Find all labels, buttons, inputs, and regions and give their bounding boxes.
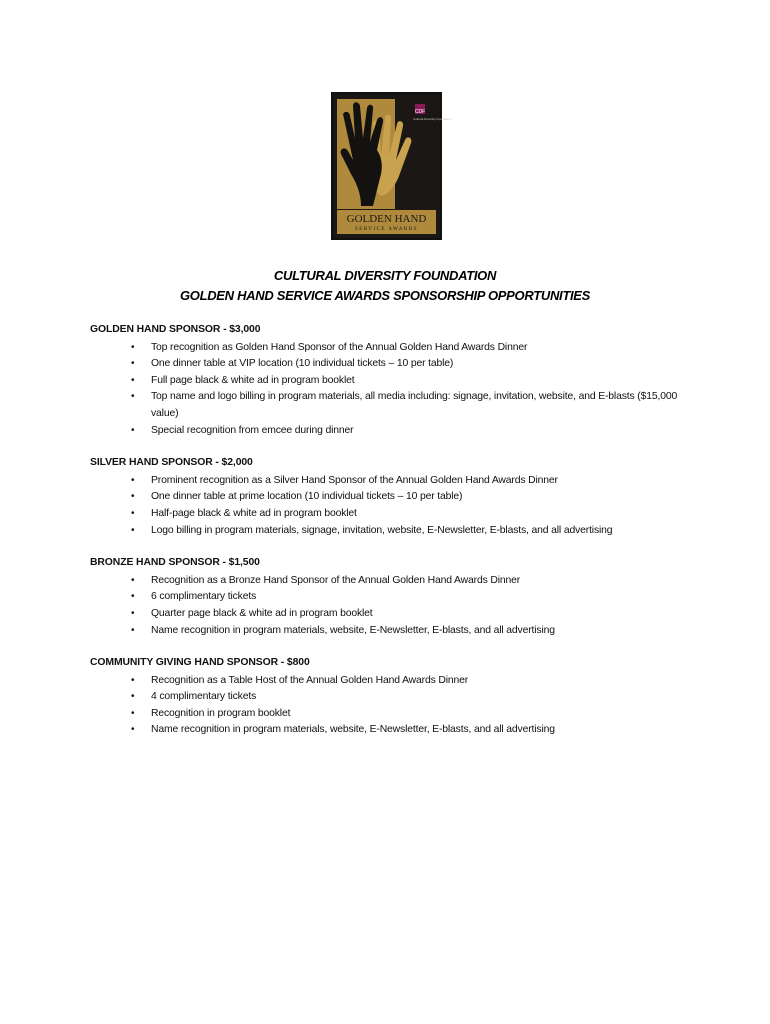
list-item-text: 4 complimentary tickets [151, 691, 257, 703]
title-sponsorship: GOLDEN HAND SERVICE AWARDS SPONSORSHIP OPPORTUNITIES [179, 288, 591, 303]
list-item-text: Quarter page black & white ad in program booklet [151, 607, 373, 619]
list-item [90, 389, 690, 422]
list-item [90, 673, 690, 690]
list-item-text: Half-page black & white ad in program booklet [151, 507, 357, 519]
list-item-text: Prominent recognition as a Silver Hand Sponsor of the Annual Golden Hand Awards Dinner [151, 474, 558, 486]
list-item-text: Recognition in program booklet [151, 707, 291, 719]
bullet-icon: • [131, 524, 135, 536]
bullet-icon: • [131, 474, 135, 486]
list-item [90, 589, 690, 606]
section-community-giving-hand-sponsor [90, 655, 690, 739]
bullet-icon: • [131, 391, 135, 403]
list-item [90, 473, 690, 490]
list-item-text: Full page black & white ad in program booklet [151, 374, 355, 386]
bullet-icon: • [131, 374, 135, 386]
bullet-icon: • [131, 507, 135, 519]
section-silver-hand-sponsor [90, 455, 690, 539]
list-item [90, 423, 690, 440]
title-organization: CULTURAL DIVERSITY FOUNDATION [273, 268, 497, 283]
list-item [90, 489, 690, 506]
list-item-text: One dinner table at prime location (10 individual tickets – 10 per table) [151, 491, 463, 503]
list-item [90, 689, 690, 706]
bullet-icon: • [131, 341, 135, 353]
list-item [90, 356, 690, 373]
list-item-text: Special recognition from emcee during dinner [151, 424, 354, 436]
list-item-text: Top name and logo billing in program materials, all media including: signage, invitation, website, and E-blasts ($15,000 value) [151, 391, 678, 419]
section-heading: COMMUNITY GIVING HAND SPONSOR - $800 [90, 657, 310, 669]
list-item [90, 623, 690, 640]
logo-award-subtitle: SERVICE AWARDS [354, 227, 419, 232]
bullet-icon: • [131, 707, 135, 719]
benefits-list [90, 340, 690, 440]
cdf-org-name: Cultural Diversity Foundation [413, 117, 452, 121]
section-golden-hand-sponsor [90, 322, 690, 439]
list-item-text: One dinner table at VIP location (10 individual tickets – 10 per table) [151, 358, 454, 370]
section-heading: GOLDEN HAND SPONSOR - $3,000 [90, 324, 261, 335]
list-item [90, 706, 690, 723]
logo-award-name: GOLDEN HAND [346, 213, 427, 225]
bullet-icon: • [131, 724, 135, 736]
logo-artwork [333, 94, 452, 238]
bullet-icon: • [131, 574, 135, 586]
bullet-icon: • [131, 624, 135, 636]
benefits-list [90, 473, 690, 539]
list-item-text: 6 complimentary tickets [151, 591, 257, 603]
section-heading: BRONZE HAND SPONSOR - $1,500 [90, 557, 260, 569]
list-item-text: Name recognition in program materials, website, E-Newsletter, E-blasts, and all advertising [151, 724, 555, 736]
section-bronze-hand-sponsor [90, 555, 690, 639]
bullet-icon: • [131, 607, 135, 619]
list-item [90, 506, 690, 523]
bullet-icon: • [131, 591, 135, 603]
bullet-icon: • [131, 491, 135, 503]
list-item [90, 606, 690, 623]
list-item-text: Recognition as a Table Host of the Annual Golden Hand Awards Dinner [151, 674, 469, 686]
golden-hand-awards-logo [331, 92, 452, 240]
bullet-icon: • [131, 691, 135, 703]
list-item [90, 523, 690, 540]
benefits-list [90, 573, 690, 639]
list-item [90, 722, 690, 739]
list-item-text: Logo billing in program materials, signage, invitation, website, E-Newsletter, E-blasts, and all advertising [151, 524, 613, 536]
section-heading: SILVER HAND SPONSOR - $2,000 [90, 457, 253, 469]
list-item-text: Top recognition as Golden Hand Sponsor of the Annual Golden Hand Awards Dinner [151, 341, 528, 353]
list-item-text: Name recognition in program materials, website, E-Newsletter, E-blasts, and all advertising [151, 624, 555, 636]
cdf-mark-text: CDF [414, 109, 426, 115]
benefits-list [90, 673, 690, 739]
list-item [90, 340, 690, 357]
list-item [90, 573, 690, 590]
bullet-icon: • [131, 358, 135, 370]
sponsorship-list [90, 322, 690, 755]
list-item-text: Recognition as a Bronze Hand Sponsor of the Annual Golden Hand Awards Dinner [151, 574, 521, 586]
bullet-icon: • [131, 674, 135, 686]
bullet-icon: • [131, 424, 135, 436]
document-title [0, 266, 770, 306]
list-item [90, 373, 690, 390]
